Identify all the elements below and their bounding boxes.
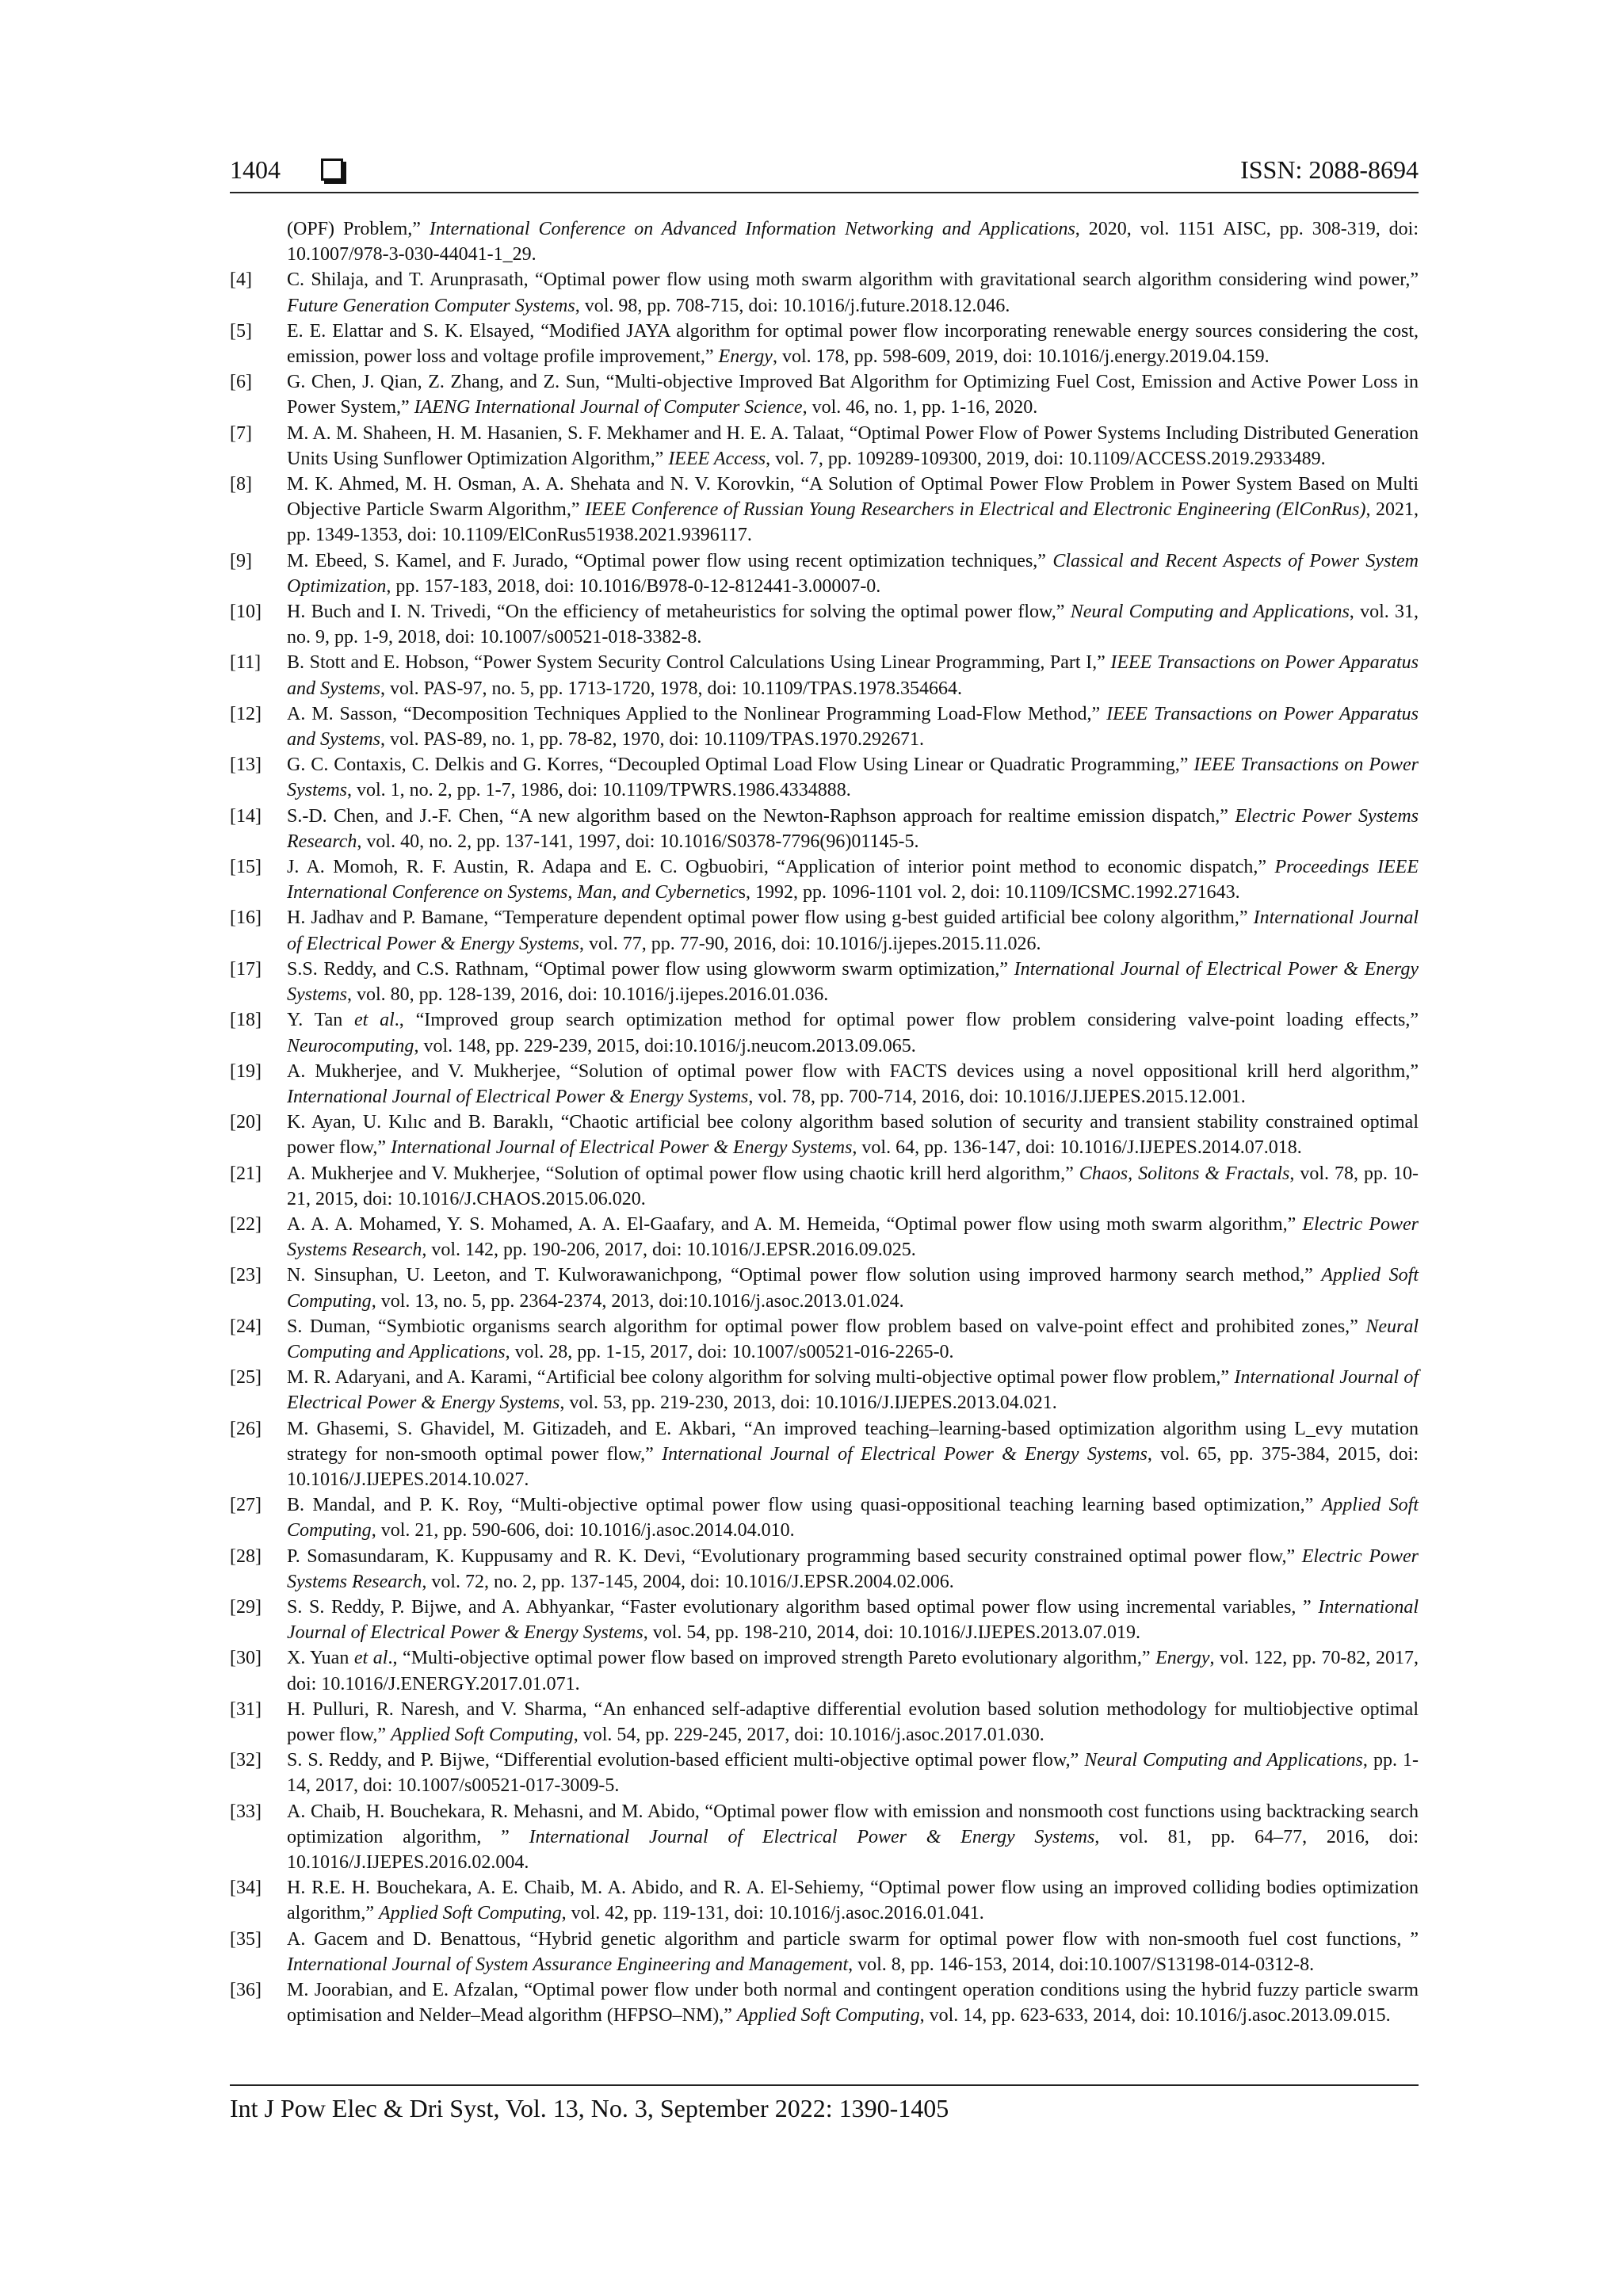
reference-entry: [230, 1161, 1419, 1212]
reference-text: A. M. Sasson, “Decomposition Techniques Applied to the Nonlinear Programming Load-Flow Method,” IEEE Transactions on Power Apparatus and Systems, vol. PAS-89, no. 1, pp. 78-82, 1970, doi: 10.1109/TPAS.1970.292671.: [287, 703, 1419, 751]
reference-entry: [230, 905, 1419, 956]
reference-entry: [230, 1977, 1419, 2028]
reference-entry: [230, 1927, 1419, 1977]
reference-text: M. Joorabian, and E. Afzalan, “Optimal power flow under both normal and contingent operation conditions using the hybrid fuzzy particle swarm optimisation and Nelder–Mead algorithm (HFPSO–NM),” Applied Soft Computing, vol. 14, pp. 623-633, 2014, doi: 10.1016/j.asoc.2013.09.015.: [287, 1980, 1419, 2027]
reference-entry: [230, 267, 1419, 318]
reference-text: M. Ghasemi, S. Ghavidel, M. Gitizadeh, and E. Akbari, “An improved teaching–learning-based optimization algorithm using L_evy mutation strategy for non-smooth optimal power flow,” International Journal of Electrical Power & Energy Systems, vol. 65, pp. 375-384, 2015, doi: 10.1016/J.IJEPES.2014.10.027.: [287, 1418, 1419, 1490]
reference-text: N. Sinsuphan, U. Leeton, and T. Kulworawanichpong, “Optimal power flow solution using improved harmony search method,” Applied Soft Computing, vol. 13, no. 5, pp. 2364-2374, 2013, doi:10.1016/j.asoc.2013.01.024.: [287, 1265, 1419, 1312]
reference-entry: [230, 548, 1419, 599]
reference-number: [30]: [230, 1648, 262, 1669]
reference-number: [9]: [230, 550, 252, 571]
reference-number: [19]: [230, 1060, 262, 1082]
reference-text: X. Yuan et al., “Multi-objective optimal power flow based on improved strength Pareto evolutionary algorithm,” Energy, vol. 122, pp. 70-82, 2017, doi: 10.1016/J.ENERGY.2017.01.071.: [287, 1648, 1419, 1694]
reference-number: [12]: [230, 703, 262, 724]
page-footer: [230, 2084, 1419, 2123]
reference-number: [10]: [230, 602, 262, 623]
reference-text: B. Stott and E. Hobson, “Power System Security Control Calculations Using Linear Programming, Part I,” IEEE Transactions on Power Apparatus and Systems, vol. PAS-97, no. 5, pp. 1713-1720, 1978, doi: 10.1109/TPAS.1978.354664.: [287, 652, 1419, 699]
reference-entry: [230, 1697, 1419, 1748]
reference-entry: [230, 1492, 1419, 1543]
reference-number: [31]: [230, 1698, 262, 1720]
reference-entry: [230, 599, 1419, 650]
reference-text: M. R. Adaryani, and A. Karami, “Artificial bee colony algorithm for solving multi-objective optimal power flow problem,” International Journal of Electrical Power & Energy Systems, vol. 53, pp. 219-230, 2013, doi: 10.1016/J.IJEPES.2013.04.021.: [287, 1367, 1419, 1414]
reference-entry: [230, 1212, 1419, 1263]
reference-entry: [230, 650, 1419, 701]
checkbox-square-icon: [321, 159, 343, 181]
reference-number: [25]: [230, 1367, 262, 1389]
reference-text: G. C. Contaxis, C. Delkis and G. Korres, “Decoupled Optimal Load Flow Using Linear or Quadratic Programming,” IEEE Transactions on Power Systems, vol. 1, no. 2, pp. 1-7, 1986, doi: 10.1109/TPWRS.1986.4334888.: [287, 755, 1419, 801]
reference-text: (OPF) Problem,” International Conference on Advanced Information Networking and Applications, 2020, vol. 1151 AISC, pp. 308-319, doi: 10.1007/978-3-030-44041-1_29.: [287, 219, 1419, 266]
reference-text: S.-D. Chen, and J.-F. Chen, “A new algorithm based on the Newton-Raphson approach for realtime emission dispatch,” Electric Power Systems Research, vol. 40, no. 2, pp. 137-141, 1997, doi: 10.1016/S0378-7796(96)01145-5.: [287, 805, 1419, 852]
reference-number: [32]: [230, 1750, 262, 1771]
reference-text: M. Ebeed, S. Kamel, and F. Jurado, “Optimal power flow using recent optimization techniques,” Classical and Recent Aspects of Power System Optimization, pp. 157-183, 2018, doi: 10.1016/B978-0-12-812441-3.00007-0.: [287, 550, 1419, 597]
reference-text: A. Mukherjee, and V. Mukherjee, “Solution of optimal power flow with FACTS devices using a novel oppositional krill herd algorithm,” International Journal of Electrical Power & Energy Systems, vol. 78, pp. 700-714, 2016, doi: 10.1016/J.IJEPES.2015.12.001.: [287, 1060, 1419, 1107]
reference-entry: [230, 216, 1419, 267]
reference-number: [24]: [230, 1316, 262, 1337]
reference-text: H. R.E. H. Bouchekara, A. E. Chaib, M. A. Abido, and R. A. El-Sehiemy, “Optimal power flow using an improved colliding bodies optimization algorithm,” Applied Soft Computing, vol. 42, pp. 119-131, doi: 10.1016/j.asoc.2016.01.041.: [287, 1878, 1419, 1924]
reference-number: [20]: [230, 1112, 262, 1133]
reference-entry: [230, 1799, 1419, 1876]
reference-number: [23]: [230, 1265, 262, 1286]
reference-number: [26]: [230, 1418, 262, 1439]
reference-number: [36]: [230, 1980, 262, 2001]
reference-entry: [230, 472, 1419, 548]
reference-text: E. E. Elattar and S. K. Elsayed, “Modified JAYA algorithm for optimal power flow incorporating renewable energy sources considering the cost, emission, power loss and voltage profile improvement,” Energy, vol. 178, pp. 598-609, 2019, doi: 10.1016/j.energy.2019.04.159.: [287, 320, 1419, 368]
reference-text: A. Mukherjee and V. Mukherjee, “Solution of optimal power flow using chaotic krill herd algorithm,” Chaos, Solitons & Fractals, vol. 78, pp. 10-21, 2015, doi: 10.1016/J.CHAOS.2015.06.020.: [287, 1163, 1419, 1209]
reference-text: B. Mandal, and P. K. Roy, “Multi-objective optimal power flow using quasi-oppositional teaching learning based optimization,” Applied Soft Computing, vol. 21, pp. 590-606, doi: 10.1016/j.asoc.2014.04.010.: [287, 1495, 1419, 1541]
reference-number: [18]: [230, 1010, 262, 1031]
reference-number: [6]: [230, 372, 252, 393]
page-number: 1404: [230, 155, 281, 184]
reference-number: [8]: [230, 474, 252, 495]
reference-text: M. K. Ahmed, M. H. Osman, A. A. Shehata and N. V. Korovkin, “A Solution of Optimal Power Flow Problem in Power System Based on Multi Objective Particle Swarm Algorithm,” IEEE Conference of Russian Young Researchers in Electrical and Electronic Engineering (ElConRus), 2021, pp. 1349-1353, doi: 10.1109/ElConRus51938.2021.9396117.: [287, 474, 1419, 546]
reference-entry: [230, 1416, 1419, 1493]
reference-entry: [230, 1263, 1419, 1313]
reference-entry: [230, 1595, 1419, 1645]
reference-number: [13]: [230, 755, 262, 776]
reference-text: Y. Tan et al., “Improved group search optimization method for optimal power flow problem considering valve-point loading effects,” Neurocomputing, vol. 148, pp. 229-239, 2015, doi:10.1016/j.neucom.2013.09.065.: [287, 1010, 1419, 1056]
journal-citation: Int J Pow Elec & Dri Syst, Vol. 13, No. 3, September 2022: 1390-1405: [230, 2094, 949, 2122]
reference-number: [4]: [230, 269, 252, 291]
reference-text: S. Duman, “Symbiotic organisms search algorithm for optimal power flow problem based on valve-point effect and prohibited zones,” Neural Computing and Applications, vol. 28, pp. 1-15, 2017, doi: 10.1007/s00521-016-2265-0.: [287, 1316, 1419, 1362]
reference-text: H. Jadhav and P. Bamane, “Temperature dependent optimal power flow using g-best guided artificial bee colony algorithm,” International Journal of Electrical Power & Energy Systems, vol. 77, pp. 77-90, 2016, doi: 10.1016/j.ijepes.2015.11.026.: [287, 907, 1419, 954]
reference-entry: [230, 1314, 1419, 1365]
reference-entry: [230, 1007, 1419, 1058]
reference-entry: [230, 804, 1419, 854]
reference-number: [29]: [230, 1596, 262, 1618]
page-header: [230, 152, 1419, 193]
reference-text: S. S. Reddy, and P. Bijwe, “Differential evolution-based efficient multi-objective optimal power flow,” Neural Computing and Applications, pp. 1-14, 2017, doi: 10.1007/s00521-017-3009-5.: [287, 1750, 1419, 1797]
reference-text: S.S. Reddy, and C.S. Rathnam, “Optimal power flow using glowworm swarm optimization,” International Journal of Electrical Power & Energy Systems, vol. 80, pp. 128-139, 2016, doi: 10.1016/j.ijepes.2016.01.036.: [287, 958, 1419, 1006]
reference-number: [17]: [230, 958, 262, 980]
reference-text: J. A. Momoh, R. F. Austin, R. Adapa and E. C. Ogbuobiri, “Application of interior point method to economic dispatch,” Proceedings IEEE International Conference on Systems, Man, and Cybernetics, 1992, pp. 1096-1101 vol. 2, doi: 10.1109/ICSMC.1992.271643.: [287, 857, 1419, 904]
reference-entry: [230, 1645, 1419, 1696]
reference-entry: [230, 369, 1419, 420]
reference-entry: [230, 1365, 1419, 1415]
reference-entry: [230, 319, 1419, 369]
reference-text: A. A. A. Mohamed, Y. S. Mohamed, A. A. El-Gaafary, and A. M. Hemeida, “Optimal power flow using moth swarm algorithm,” Electric Power Systems Research, vol. 142, pp. 190-206, 2017, doi: 10.1016/J.EPSR.2016.09.025.: [287, 1213, 1419, 1261]
reference-number: [15]: [230, 857, 262, 878]
reference-text: C. Shilaja, and T. Arunprasath, “Optimal power flow using moth swarm algorithm with gravitational search algorithm considering wind power,” Future Generation Computer Systems, vol. 98, pp. 708-715, doi: 10.1016/j.future.2018.12.046.: [287, 269, 1419, 316]
reference-number: [5]: [230, 320, 252, 342]
reference-entry: [230, 752, 1419, 803]
reference-text: A. Gacem and D. Benattous, “Hybrid genetic algorithm and particle swarm for optimal power flow with non-smooth fuel cost functions, ” International Journal of System Assurance Engineering and Management, vol. 8, pp. 146-153, 2014, doi:10.1007/S13198-014-0312-8.: [287, 1928, 1419, 1975]
reference-list: [230, 216, 1419, 2028]
reference-text: P. Somasundaram, K. Kuppusamy and R. K. Devi, “Evolutionary programming based security constrained optimal power flow,” Electric Power Systems Research, vol. 72, no. 2, pp. 137-145, 2004, doi: 10.1016/J.EPSR.2004.02.006.: [287, 1545, 1419, 1592]
reference-entry: [230, 421, 1419, 472]
reference-entry: [230, 854, 1419, 905]
reference-entry: [230, 1544, 1419, 1595]
reference-number: [11]: [230, 652, 262, 674]
reference-text: A. Chaib, H. Bouchekara, R. Mehasni, and M. Abido, “Optimal power flow with emission and nonsmooth cost functions using backtracking search optimization algorithm, ” International Journal of Electrical Power & Energy Systems, vol. 81, pp. 64–77, 2016, doi: 10.1016/J.IJEPES.2016.02.004.: [287, 1801, 1419, 1873]
reference-number: [16]: [230, 907, 262, 929]
reference-entry: [230, 1875, 1419, 1926]
reference-entry: [230, 1110, 1419, 1160]
reference-number: [35]: [230, 1928, 262, 1950]
reference-number: [33]: [230, 1801, 262, 1822]
reference-number: [22]: [230, 1213, 262, 1235]
reference-number: [34]: [230, 1878, 262, 1899]
reference-entry: [230, 1748, 1419, 1798]
reference-text: H. Pulluri, R. Naresh, and V. Sharma, “An enhanced self-adaptive differential evolution based solution methodology for multiobjective optimal power flow,” Applied Soft Computing, vol. 54, pp. 229-245, 2017, doi: 10.1016/j.asoc.2017.01.030.: [287, 1698, 1419, 1745]
reference-text: S. S. Reddy, P. Bijwe, and A. Abhyankar, “Faster evolutionary algorithm based optimal power flow using incremental variables, ” International Journal of Electrical Power & Energy Systems, vol. 54, pp. 198-210, 2014, doi: 10.1016/J.IJEPES.2013.07.019.: [287, 1596, 1419, 1644]
reference-text: H. Buch and I. N. Trivedi, “On the efficiency of metaheuristics for solving the optimal power flow,” Neural Computing and Applications, vol. 31, no. 9, pp. 1-9, 2018, doi: 10.1007/s00521-018-3382-8.: [287, 602, 1419, 648]
reference-text: K. Ayan, U. Kılıc and B. Baraklı, “Chaotic artificial bee colony algorithm based solution of security and transient stability constrained optimal power flow,” International Journal of Electrical Power & Energy Systems, vol. 64, pp. 136-147, doi: 10.1016/J.IJEPES.2014.07.018.: [287, 1112, 1419, 1159]
reference-entry: [230, 957, 1419, 1007]
reference-number: [28]: [230, 1545, 262, 1567]
reference-text: M. A. M. Shaheen, H. M. Hasanien, S. F. Mekhamer and H. E. A. Talaat, “Optimal Power Flow of Power Systems Including Distributed Generation Units Using Sunflower Optimization Algorithm,” IEEE Access, vol. 7, pp. 109289-109300, 2019, doi: 10.1109/ACCESS.2019.2933489.: [287, 422, 1419, 469]
reference-entry: [230, 701, 1419, 752]
reference-entry: [230, 1059, 1419, 1110]
reference-text: G. Chen, J. Qian, Z. Zhang, and Z. Sun, “Multi-objective Improved Bat Algorithm for Optimizing Fuel Cost, Emission and Active Power Loss in Power System,” IAENG International Journal of Computer Science, vol. 46, no. 1, pp. 1-16, 2020.: [287, 372, 1419, 418]
issn-label: ISSN: 2088-8694: [1240, 155, 1419, 184]
reference-number: [7]: [230, 422, 252, 444]
reference-number: [27]: [230, 1495, 262, 1516]
reference-number: [21]: [230, 1163, 262, 1184]
reference-number: [14]: [230, 805, 262, 827]
